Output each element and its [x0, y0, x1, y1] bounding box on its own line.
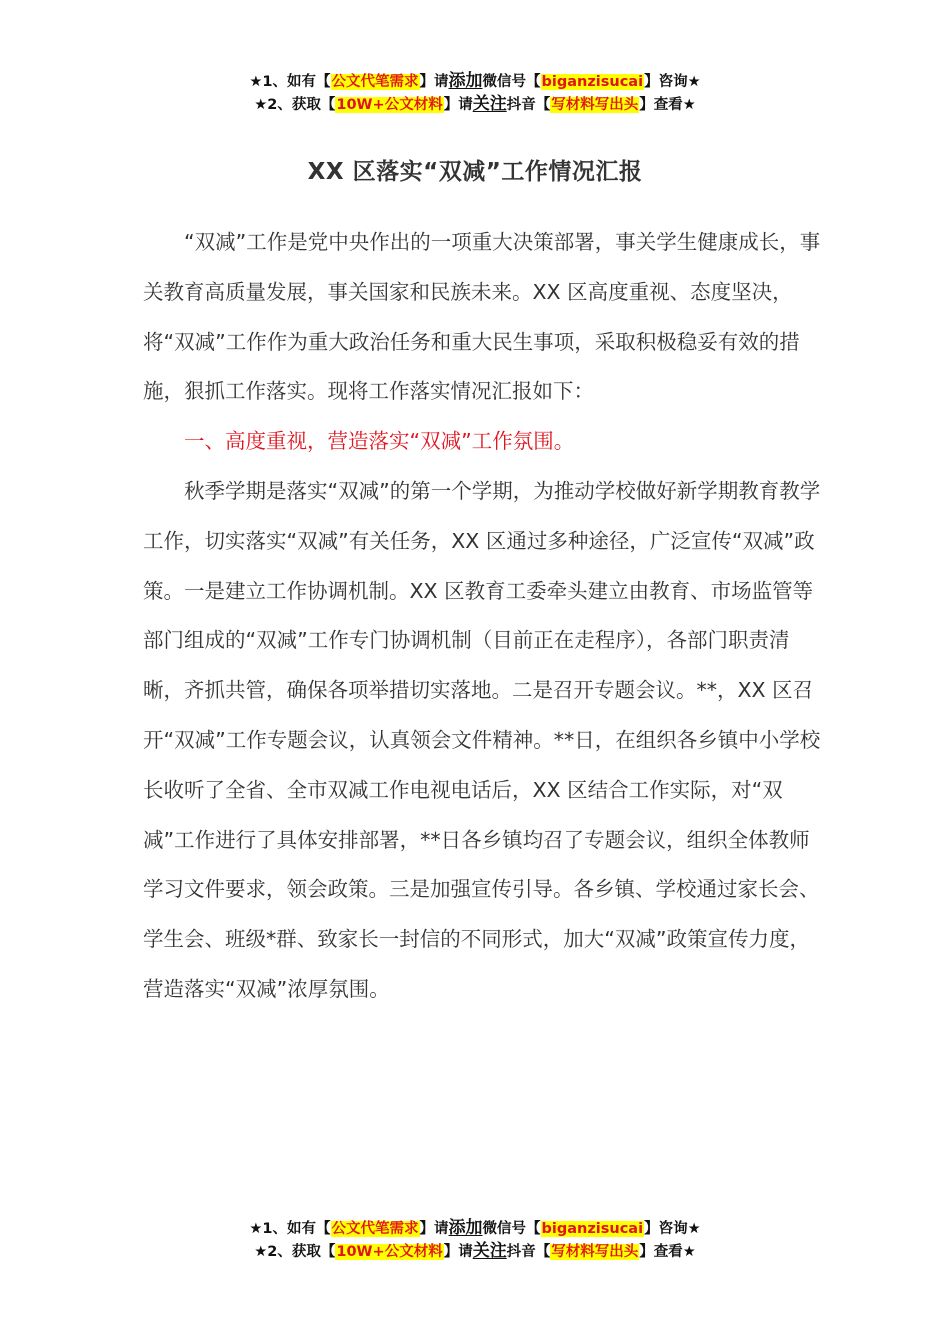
emphasis-text: 关注	[472, 94, 507, 114]
intro-paragraph: “双减”工作是党中央作出的一项重大决策部署，事关学生健康成长，事关教育高质量发展，事关国家和民族未来。XX 区高度重视、态度坚决，将“双减”工作作为重大政治任务和重大民生事项，采取积极稳妥有效的措施，狠抓工作落实。现将工作落实情况汇报如下：	[143, 230, 821, 404]
banner-text: 微信号【	[482, 74, 541, 90]
banner-text: 抖音【	[506, 1244, 551, 1260]
banner-line-2	[0, 1240, 950, 1263]
banner-line-1	[0, 1217, 950, 1240]
section-1-paragraph: 秋季学期是落实“双减”的第一个学期，为推动学校做好新学期教育教学工作，切实落实“双减”有关任务，XX 区通过多种途径，广泛宣传“双减”政策。一是建立工作协调机制。XX 区教育工委牵头建立由教育、市场监管等部门组成的“双减”工作专门协调机制（目前正在走程序），各部门职责清晰，齐抓共管，确保各项举措切实落地。二是召开专题会议。**，XX 区召开“双减”工作专题会议，认真领会文件精神。**日，在组织各乡镇中小学校长收听了全省、全市双减工作电视电话后，XX 区结合工作实际，对“双减”工作进行了具体安排部署，**日各乡镇均召了专题会议，组织全体教师学习文件要求，领会政策。三是加强宣传引导。各乡镇、学校通过家长会、学生会、班级*群、致家长一封信的不同形式，加大“双减”政策宣传力度，营造落实“双减”浓厚氛围。	[143, 478, 821, 1001]
document-body	[143, 218, 823, 1015]
emphasis-text: 关注	[472, 1241, 507, 1261]
highlight-douyin-account: 写材料写出头	[551, 1244, 639, 1260]
banner-line-1	[0, 70, 950, 93]
banner-text: 】请	[443, 1244, 473, 1260]
banner-text: 】请	[443, 97, 473, 113]
section-heading-1: 一、高度重视，营造落实“双减”工作氛围。	[184, 429, 575, 454]
emphasis-text: 添加	[448, 71, 483, 91]
document-title: XX 区落实“双减”工作情况汇报	[307, 159, 643, 185]
banner-text: 】查看★	[639, 97, 696, 113]
highlight-materials: 10W+公文材料	[336, 97, 443, 113]
emphasis-text: 添加	[448, 1218, 483, 1238]
banner-text: ★2、获取【	[254, 1244, 336, 1260]
highlight-service: 公文代笔需求	[331, 1221, 419, 1237]
highlight-wechat-id: biganzisucai	[541, 74, 644, 90]
banner-text: 】请	[419, 74, 449, 90]
banner-text: 】请	[419, 1221, 449, 1237]
banner-text: 】咨询★	[644, 1221, 701, 1237]
bottom-ad-banner	[0, 1217, 950, 1263]
banner-line-2	[0, 93, 950, 116]
banner-text: ★1、如有【	[249, 74, 331, 90]
highlight-service: 公文代笔需求	[331, 74, 419, 90]
banner-text: ★2、获取【	[254, 97, 336, 113]
banner-text: 】查看★	[639, 1244, 696, 1260]
top-ad-banner	[0, 70, 950, 116]
banner-text: ★1、如有【	[249, 1221, 331, 1237]
highlight-douyin-account: 写材料写出头	[551, 97, 639, 113]
highlight-wechat-id: biganzisucai	[541, 1221, 644, 1237]
highlight-materials: 10W+公文材料	[336, 1244, 443, 1260]
banner-text: 】咨询★	[644, 74, 701, 90]
banner-text: 抖音【	[506, 97, 551, 113]
banner-text: 微信号【	[482, 1221, 541, 1237]
